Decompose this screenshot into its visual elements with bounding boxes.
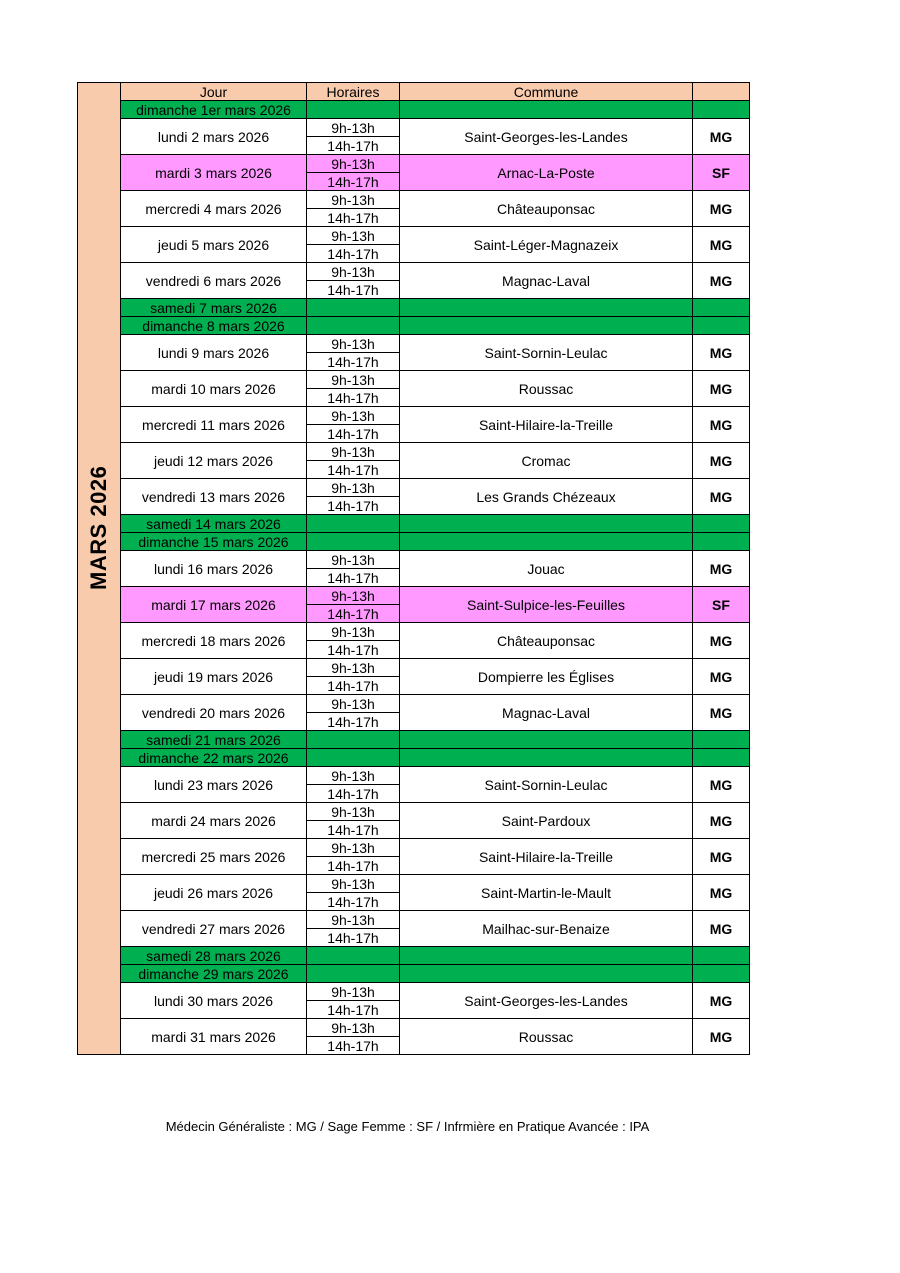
practitioner-type: MG xyxy=(693,479,750,515)
morning-slot: 9h-13h xyxy=(307,263,400,281)
practitioner-type: MG xyxy=(693,659,750,695)
month-label: MARS 2026 xyxy=(86,465,111,590)
day-cell: lundi 9 mars 2026 xyxy=(121,335,307,371)
weekend-row xyxy=(78,317,750,335)
afternoon-slot: 14h-17h xyxy=(307,461,400,479)
day-row xyxy=(78,623,750,641)
day-row xyxy=(78,767,750,785)
table-header-row xyxy=(78,83,750,101)
practitioner-type: MG xyxy=(693,623,750,659)
day-cell: samedi 14 mars 2026 xyxy=(121,515,307,533)
type-cell xyxy=(693,947,750,965)
day-row xyxy=(78,407,750,425)
commune-cell xyxy=(400,515,693,533)
day-row xyxy=(78,587,750,605)
day-row xyxy=(78,371,750,389)
commune-cell xyxy=(400,731,693,749)
commune-cell: Mailhac-sur-Benaize xyxy=(400,911,693,947)
morning-slot: 9h-13h xyxy=(307,623,400,641)
day-cell: jeudi 19 mars 2026 xyxy=(121,659,307,695)
day-row xyxy=(78,227,750,245)
commune-cell: Saint-Sulpice-les-Feuilles xyxy=(400,587,693,623)
commune-cell: Saint-Hilaire-la-Treille xyxy=(400,839,693,875)
morning-slot: 9h-13h xyxy=(307,407,400,425)
day-row xyxy=(78,1019,750,1037)
commune-cell: Saint-Pardoux xyxy=(400,803,693,839)
afternoon-slot: 14h-17h xyxy=(307,245,400,263)
hours-cell xyxy=(307,947,400,965)
day-cell: mercredi 18 mars 2026 xyxy=(121,623,307,659)
type-cell xyxy=(693,101,750,119)
practitioner-type: MG xyxy=(693,695,750,731)
afternoon-slot: 14h-17h xyxy=(307,785,400,803)
header-day: Jour xyxy=(121,83,307,101)
day-cell: lundi 23 mars 2026 xyxy=(121,767,307,803)
commune-cell xyxy=(400,533,693,551)
afternoon-slot: 14h-17h xyxy=(307,1001,400,1019)
practitioner-type: MG xyxy=(693,227,750,263)
afternoon-slot: 14h-17h xyxy=(307,425,400,443)
afternoon-slot: 14h-17h xyxy=(307,497,400,515)
commune-cell: Arnac-La-Poste xyxy=(400,155,693,191)
morning-slot: 9h-13h xyxy=(307,803,400,821)
commune-cell xyxy=(400,965,693,983)
practitioner-type: MG xyxy=(693,335,750,371)
hours-cell xyxy=(307,515,400,533)
day-cell: vendredi 20 mars 2026 xyxy=(121,695,307,731)
weekend-row xyxy=(78,515,750,533)
hours-cell xyxy=(307,101,400,119)
morning-slot: 9h-13h xyxy=(307,371,400,389)
type-cell xyxy=(693,749,750,767)
weekend-row xyxy=(78,101,750,119)
commune-cell: Saint-Sornin-Leulac xyxy=(400,767,693,803)
day-cell: dimanche 22 mars 2026 xyxy=(121,749,307,767)
practitioner-type: MG xyxy=(693,983,750,1019)
afternoon-slot: 14h-17h xyxy=(307,389,400,407)
day-row xyxy=(78,191,750,209)
afternoon-slot: 14h-17h xyxy=(307,605,400,623)
day-cell: vendredi 6 mars 2026 xyxy=(121,263,307,299)
practitioner-type: MG xyxy=(693,551,750,587)
commune-cell xyxy=(400,317,693,335)
day-cell: dimanche 1er mars 2026 xyxy=(121,101,307,119)
morning-slot: 9h-13h xyxy=(307,695,400,713)
day-row xyxy=(78,659,750,677)
day-cell: vendredi 13 mars 2026 xyxy=(121,479,307,515)
practitioner-type: MG xyxy=(693,767,750,803)
day-cell: lundi 16 mars 2026 xyxy=(121,551,307,587)
day-cell: mardi 17 mars 2026 xyxy=(121,587,307,623)
commune-cell: Magnac-Laval xyxy=(400,695,693,731)
practitioner-type: MG xyxy=(693,1019,750,1055)
day-cell: mardi 31 mars 2026 xyxy=(121,1019,307,1055)
commune-cell: Cromac xyxy=(400,443,693,479)
day-cell: dimanche 8 mars 2026 xyxy=(121,317,307,335)
commune-cell xyxy=(400,299,693,317)
morning-slot: 9h-13h xyxy=(307,911,400,929)
practitioner-type: MG xyxy=(693,875,750,911)
weekend-row xyxy=(78,299,750,317)
day-row xyxy=(78,983,750,1001)
weekend-row xyxy=(78,731,750,749)
type-cell xyxy=(693,317,750,335)
commune-cell: Roussac xyxy=(400,371,693,407)
morning-slot: 9h-13h xyxy=(307,1019,400,1037)
practitioner-type: MG xyxy=(693,443,750,479)
commune-cell: Dompierre les Églises xyxy=(400,659,693,695)
day-cell: mardi 24 mars 2026 xyxy=(121,803,307,839)
morning-slot: 9h-13h xyxy=(307,983,400,1001)
type-cell xyxy=(693,515,750,533)
commune-cell: Jouac xyxy=(400,551,693,587)
morning-slot: 9h-13h xyxy=(307,155,400,173)
header-type xyxy=(693,83,750,101)
day-cell: lundi 2 mars 2026 xyxy=(121,119,307,155)
type-cell xyxy=(693,965,750,983)
morning-slot: 9h-13h xyxy=(307,551,400,569)
practitioner-type: MG xyxy=(693,191,750,227)
practitioner-type: MG xyxy=(693,803,750,839)
day-cell: mardi 10 mars 2026 xyxy=(121,371,307,407)
morning-slot: 9h-13h xyxy=(307,191,400,209)
morning-slot: 9h-13h xyxy=(307,767,400,785)
afternoon-slot: 14h-17h xyxy=(307,173,400,191)
commune-cell: Saint-Hilaire-la-Treille xyxy=(400,407,693,443)
afternoon-slot: 14h-17h xyxy=(307,893,400,911)
day-row xyxy=(78,335,750,353)
morning-slot: 9h-13h xyxy=(307,479,400,497)
hours-cell xyxy=(307,731,400,749)
hours-cell xyxy=(307,749,400,767)
afternoon-slot: 14h-17h xyxy=(307,1037,400,1055)
practitioner-type: MG xyxy=(693,911,750,947)
day-row xyxy=(78,155,750,173)
day-cell: mercredi 4 mars 2026 xyxy=(121,191,307,227)
header-commune: Commune xyxy=(400,83,693,101)
practitioner-type: SF xyxy=(693,155,750,191)
commune-cell: Saint-Léger-Magnazeix xyxy=(400,227,693,263)
morning-slot: 9h-13h xyxy=(307,839,400,857)
day-cell: samedi 21 mars 2026 xyxy=(121,731,307,749)
commune-cell: Châteauponsac xyxy=(400,191,693,227)
morning-slot: 9h-13h xyxy=(307,875,400,893)
day-row xyxy=(78,803,750,821)
day-cell: lundi 30 mars 2026 xyxy=(121,983,307,1019)
commune-cell: Saint-Georges-les-Landes xyxy=(400,119,693,155)
day-cell: mardi 3 mars 2026 xyxy=(121,155,307,191)
day-cell: jeudi 12 mars 2026 xyxy=(121,443,307,479)
practitioner-type: MG xyxy=(693,119,750,155)
commune-cell: Saint-Martin-le-Mault xyxy=(400,875,693,911)
legend-text: Médecin Généraliste : MG / Sage Femme : SF / Infrmière en Pratique Avancée : IPA xyxy=(165,1119,650,1134)
day-cell: dimanche 29 mars 2026 xyxy=(121,965,307,983)
weekend-row xyxy=(78,533,750,551)
commune-cell xyxy=(400,947,693,965)
month-band xyxy=(78,83,121,1055)
practitioner-type: MG xyxy=(693,263,750,299)
weekend-row xyxy=(78,965,750,983)
morning-slot: 9h-13h xyxy=(307,335,400,353)
afternoon-slot: 14h-17h xyxy=(307,641,400,659)
afternoon-slot: 14h-17h xyxy=(307,137,400,155)
hours-cell xyxy=(307,299,400,317)
morning-slot: 9h-13h xyxy=(307,587,400,605)
day-cell: samedi 28 mars 2026 xyxy=(121,947,307,965)
schedule-table xyxy=(77,82,750,1055)
commune-cell: Saint-Georges-les-Landes xyxy=(400,983,693,1019)
afternoon-slot: 14h-17h xyxy=(307,209,400,227)
day-row xyxy=(78,119,750,137)
hours-cell xyxy=(307,533,400,551)
type-cell xyxy=(693,731,750,749)
hours-cell xyxy=(307,317,400,335)
morning-slot: 9h-13h xyxy=(307,227,400,245)
day-row xyxy=(78,479,750,497)
day-row xyxy=(78,551,750,569)
day-cell: vendredi 27 mars 2026 xyxy=(121,911,307,947)
afternoon-slot: 14h-17h xyxy=(307,281,400,299)
weekend-row xyxy=(78,749,750,767)
commune-cell xyxy=(400,101,693,119)
practitioner-type: MG xyxy=(693,371,750,407)
morning-slot: 9h-13h xyxy=(307,119,400,137)
commune-cell: Les Grands Chézeaux xyxy=(400,479,693,515)
hours-cell xyxy=(307,965,400,983)
afternoon-slot: 14h-17h xyxy=(307,821,400,839)
morning-slot: 9h-13h xyxy=(307,659,400,677)
type-cell xyxy=(693,299,750,317)
commune-cell: Saint-Sornin-Leulac xyxy=(400,335,693,371)
afternoon-slot: 14h-17h xyxy=(307,569,400,587)
morning-slot: 9h-13h xyxy=(307,443,400,461)
day-row xyxy=(78,443,750,461)
day-cell: dimanche 15 mars 2026 xyxy=(121,533,307,551)
day-cell: jeudi 26 mars 2026 xyxy=(121,875,307,911)
afternoon-slot: 14h-17h xyxy=(307,713,400,731)
commune-cell: Magnac-Laval xyxy=(400,263,693,299)
day-row xyxy=(78,263,750,281)
day-row xyxy=(78,875,750,893)
header-hours: Horaires xyxy=(307,83,400,101)
day-cell: samedi 7 mars 2026 xyxy=(121,299,307,317)
commune-cell: Châteauponsac xyxy=(400,623,693,659)
practitioner-type: MG xyxy=(693,407,750,443)
afternoon-slot: 14h-17h xyxy=(307,857,400,875)
commune-cell xyxy=(400,749,693,767)
practitioner-type: MG xyxy=(693,839,750,875)
afternoon-slot: 14h-17h xyxy=(307,353,400,371)
afternoon-slot: 14h-17h xyxy=(307,677,400,695)
day-row xyxy=(78,695,750,713)
commune-cell: Roussac xyxy=(400,1019,693,1055)
day-cell: jeudi 5 mars 2026 xyxy=(121,227,307,263)
day-cell: mercredi 11 mars 2026 xyxy=(121,407,307,443)
weekend-row xyxy=(78,947,750,965)
day-cell: mercredi 25 mars 2026 xyxy=(121,839,307,875)
day-row xyxy=(78,839,750,857)
afternoon-slot: 14h-17h xyxy=(307,929,400,947)
day-row xyxy=(78,911,750,929)
type-cell xyxy=(693,533,750,551)
practitioner-type: SF xyxy=(693,587,750,623)
